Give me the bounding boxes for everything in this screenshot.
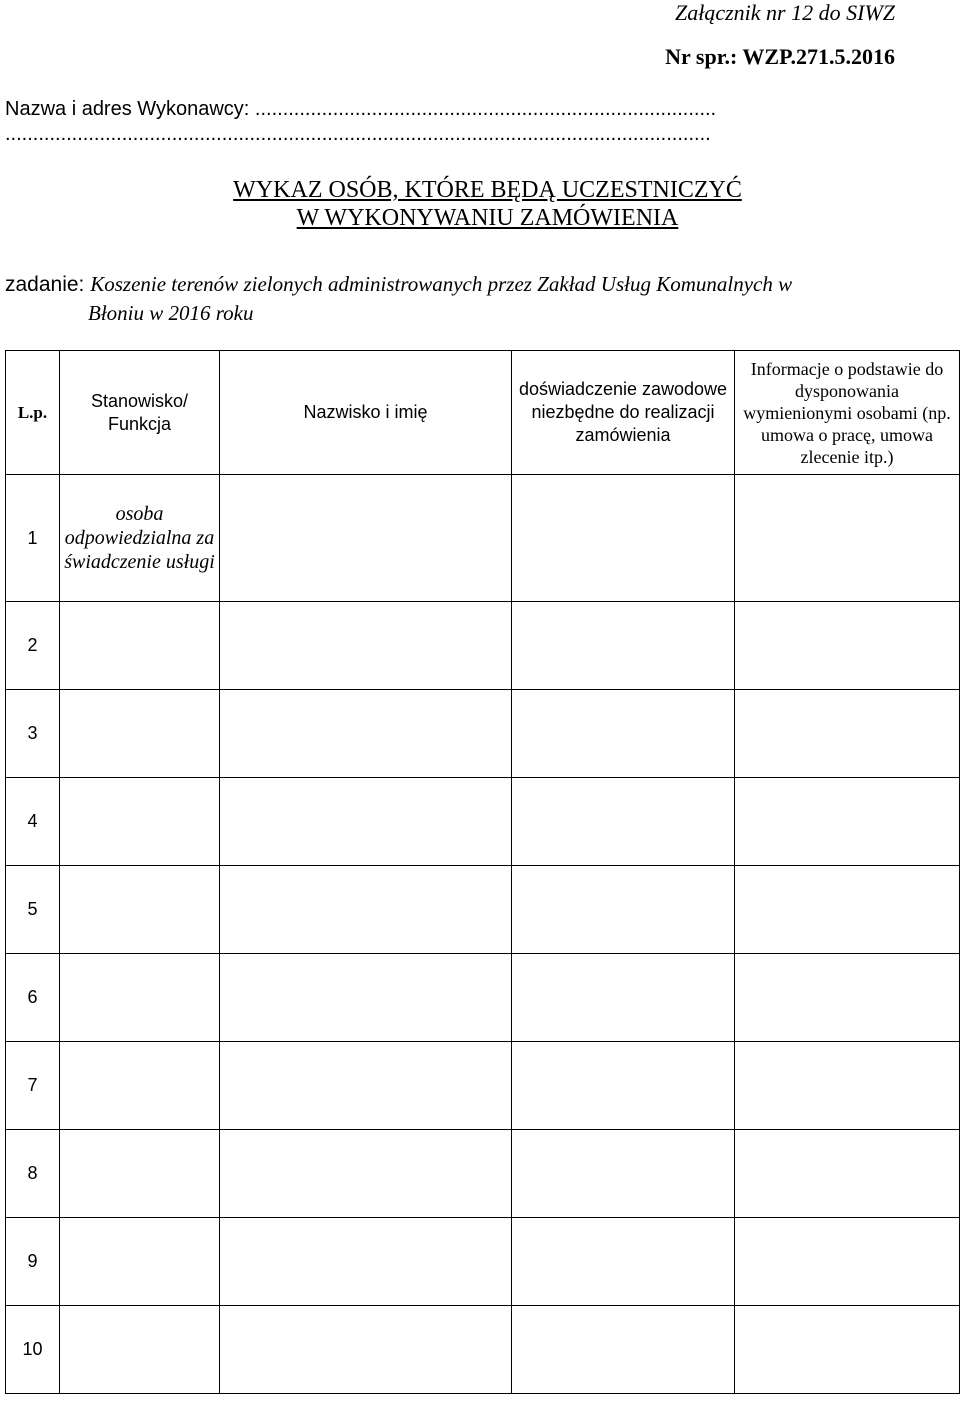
basis-cell[interactable]	[735, 1218, 960, 1306]
experience-cell[interactable]	[512, 778, 735, 866]
attachment-label: Załącznik nr 12 do SIWZ	[675, 0, 895, 25]
table-row	[6, 1218, 960, 1306]
row-number: 5	[6, 866, 60, 954]
row-number: 8	[6, 1130, 60, 1218]
contractor-dots-line2: ...............................................................................................................................	[5, 123, 711, 145]
name-cell[interactable]	[220, 866, 512, 954]
row-number: 3	[6, 690, 60, 778]
position-cell[interactable]	[60, 1130, 220, 1218]
basis-cell[interactable]	[735, 866, 960, 954]
basis-cell[interactable]	[735, 778, 960, 866]
table-row	[6, 954, 960, 1042]
row-role: osoba odpowiedzialna za świadczenie usługi	[60, 475, 220, 602]
name-cell[interactable]	[220, 1218, 512, 1306]
name-cell[interactable]	[220, 475, 512, 602]
experience-cell[interactable]	[512, 602, 735, 690]
experience-cell[interactable]	[512, 954, 735, 1042]
row-number: 2	[6, 602, 60, 690]
table-row	[6, 1306, 960, 1394]
task-description	[5, 270, 945, 327]
table-row	[6, 1042, 960, 1130]
basis-cell[interactable]	[735, 1306, 960, 1394]
row-number: 1	[6, 475, 60, 602]
experience-cell[interactable]	[512, 1218, 735, 1306]
task-text-line2: Błoniu w 2016 roku	[88, 301, 254, 325]
position-cell[interactable]	[60, 690, 220, 778]
basis-cell[interactable]	[735, 954, 960, 1042]
table-row	[6, 475, 960, 602]
document-title-line1: WYKAZ OSÓB, KTÓRE BĘDĄ UCZESTNICZYĆ	[233, 177, 742, 203]
column-header-lp: L.p.	[6, 351, 60, 475]
contractor-dots-line1: ...................................................................................	[254, 98, 717, 120]
position-cell[interactable]	[60, 602, 220, 690]
experience-cell[interactable]	[512, 1306, 735, 1394]
document-title-line2: W WYKONYWANIU ZAMÓWIENIA	[296, 205, 679, 231]
basis-cell[interactable]	[735, 1042, 960, 1130]
task-label: zadanie:	[5, 273, 91, 296]
basis-cell[interactable]	[735, 602, 960, 690]
personnel-table	[5, 350, 960, 1394]
name-cell[interactable]	[220, 1306, 512, 1394]
name-cell[interactable]	[220, 954, 512, 1042]
position-cell[interactable]	[60, 954, 220, 1042]
position-cell[interactable]	[60, 1042, 220, 1130]
row-number: 6	[6, 954, 60, 1042]
table-row	[6, 1130, 960, 1218]
table-header-row	[6, 351, 960, 475]
experience-cell[interactable]	[512, 475, 735, 602]
experience-cell[interactable]	[512, 690, 735, 778]
contractor-label: Nazwa i adres Wykonawcy:	[5, 98, 255, 120]
name-cell[interactable]	[220, 602, 512, 690]
table-row	[6, 602, 960, 690]
basis-cell[interactable]	[735, 475, 960, 602]
experience-cell[interactable]	[512, 1130, 735, 1218]
name-cell[interactable]	[220, 778, 512, 866]
column-header-position: Stanowisko/ Funkcja	[60, 351, 220, 475]
row-number: 7	[6, 1042, 60, 1130]
row-number: 10	[6, 1306, 60, 1394]
position-cell[interactable]	[60, 778, 220, 866]
table-row	[6, 690, 960, 778]
experience-cell[interactable]	[512, 1042, 735, 1130]
reference-number: Nr spr.: WZP.271.5.2016	[665, 44, 895, 69]
basis-cell[interactable]	[735, 690, 960, 778]
position-cell[interactable]	[60, 1306, 220, 1394]
name-cell[interactable]	[220, 1130, 512, 1218]
position-cell[interactable]	[60, 1218, 220, 1306]
column-header-name: Nazwisko i imię	[220, 351, 512, 475]
basis-cell[interactable]	[735, 1130, 960, 1218]
column-header-experience: doświadczenie zawodowe niezbędne do realizacji zamówienia	[512, 351, 735, 475]
position-cell[interactable]	[60, 866, 220, 954]
table-row	[6, 778, 960, 866]
row-number: 4	[6, 778, 60, 866]
experience-cell[interactable]	[512, 866, 735, 954]
task-text-line1: Koszenie terenów zielonych administrowanych przez Zakład Usług Komunalnych w	[90, 272, 793, 296]
name-cell[interactable]	[220, 690, 512, 778]
table-row	[6, 866, 960, 954]
contractor-field	[5, 97, 716, 121]
row-number: 9	[6, 1218, 60, 1306]
name-cell[interactable]	[220, 1042, 512, 1130]
column-header-basis: Informacje o podstawie do dysponowania wymienionymi osobami (np. umowa o pracę, umowa zlecenie itp.)	[735, 351, 960, 475]
